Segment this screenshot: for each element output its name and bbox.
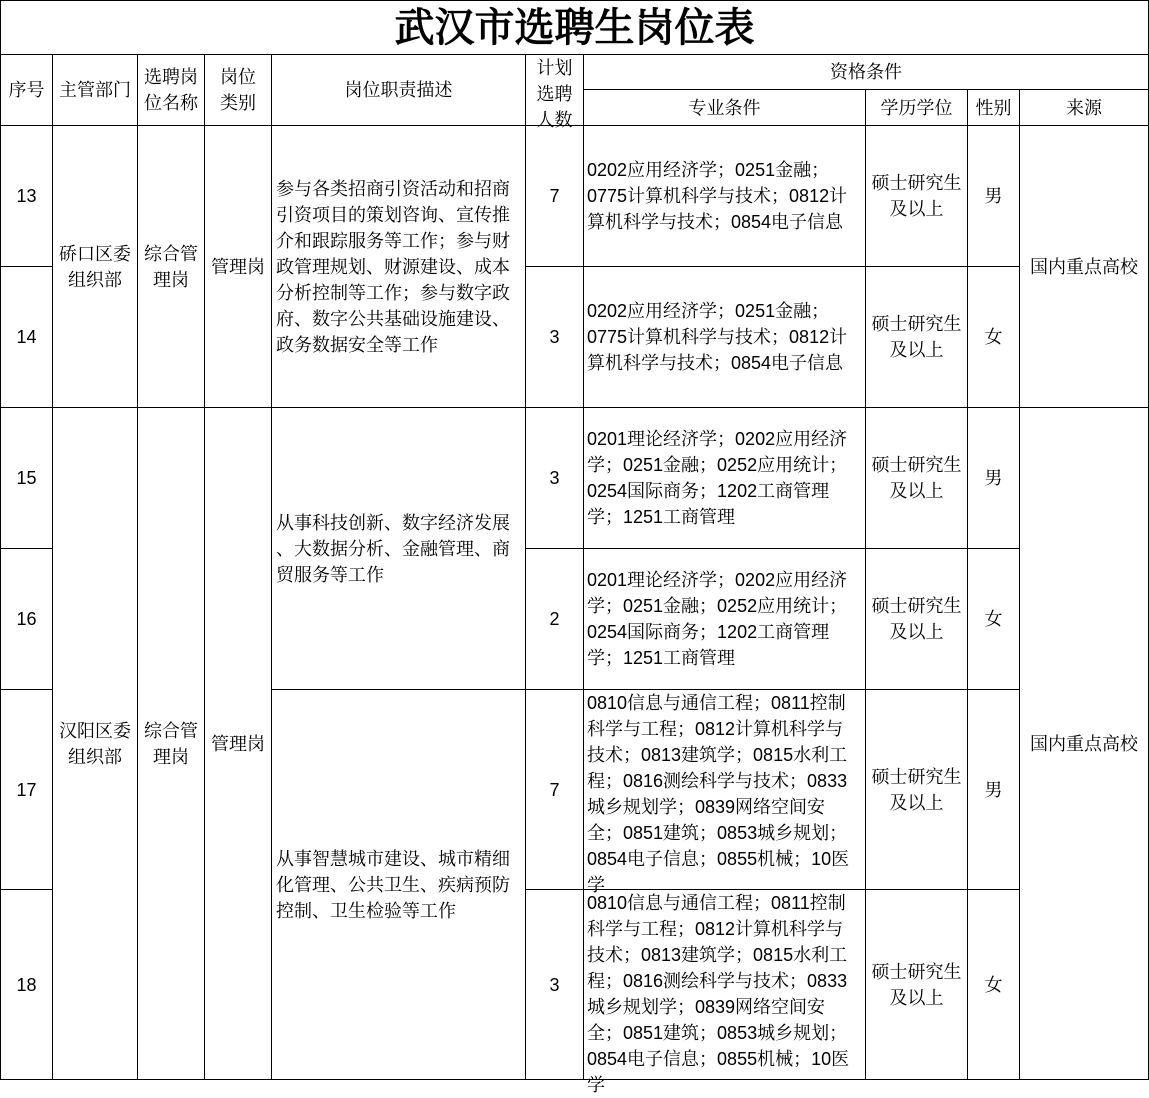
serial-cell: 13 [0,126,53,267]
planned-count-cell: 7 [526,126,584,267]
major-text: 0810信息与通信工程；0811控制科学与工程；0812计算机科学与技术；0813建筑学；0815水利工程；0816测绘科学与技术；0833城乡规划学；0839网络空间安全；0851建筑；0853城乡规划；0854电子信息；0855机械；10医学 [587,893,850,1095]
gender-cell: 男 [968,126,1020,267]
major-cell [584,267,866,408]
planned-count-cell: 3 [526,408,584,549]
serial-cell: 18 [0,890,53,1080]
position-name-cell: 综合管理岗 [138,126,205,408]
gender-cell: 女 [968,549,1020,690]
serial-cell: 15 [0,408,53,549]
position-category-cell: 管理岗 [205,126,272,408]
header-source: 来源 [1020,90,1149,126]
major-cell [584,549,866,690]
planned-count-cell: 2 [526,549,584,690]
degree-cell: 硕士研究生及以上 [866,267,968,408]
header-serial: 序号 [0,55,53,126]
department-cell: 汉阳区委组织部 [53,408,138,1080]
serial-cell: 16 [0,549,53,690]
serial-cell: 17 [0,690,53,890]
duties-text: 从事科技创新、数字经济发展、大数据分析、金融管理、商贸服务等工作 [276,512,510,585]
page-title: 武汉市选聘生岗位表 [0,0,1149,55]
duties-cell [272,690,526,1080]
department-cell: 硚口区委组织部 [53,126,138,408]
major-text: 0810信息与通信工程；0811控制科学与工程；0812计算机科学与技术；0813建筑学；0815水利工程；0816测绘科学与技术；0833城乡规划学；0839网络空间安全；0851建筑；0853城乡规划；0854电子信息；0855机械；10医学 [587,693,850,895]
header-major: 专业条件 [584,90,866,126]
planned-count-cell: 3 [526,267,584,408]
source-cell: 国内重点高校 [1020,408,1149,1080]
major-text: 0202应用经济学；0251金融；0775计算机科学与技术；0812计算机科学与技术；0854电子信息 [587,301,848,373]
major-text: 0201理论经济学；0202应用经济学；0251金融；0252应用统计；0254国际商务；1202工商管理学；1251工商管理 [587,570,848,668]
major-cell [584,408,866,549]
major-cell [584,890,866,1095]
source-cell: 国内重点高校 [1020,126,1149,408]
major-text: 0202应用经济学；0251金融；0775计算机科学与技术；0812计算机科学与技术；0854电子信息 [587,160,848,232]
duties-text: 参与各类招商引资活动和招商引资项目的策划咨询、宣传推介和跟踪服务等工作；参与财政管理规划、财源建设、成本分析控制等工作；参与数字政府、数字公共基础设施建设、政务数据安全等工作 [276,178,510,355]
duties-cell [272,408,526,690]
major-cell [584,690,866,895]
position-name-cell: 综合管理岗 [138,408,205,1080]
degree-cell: 硕士研究生及以上 [866,408,968,549]
duties-cell [272,126,526,408]
gender-cell: 男 [968,408,1020,549]
major-cell [584,126,866,267]
planned-count-cell: 3 [526,890,584,1080]
duties-text: 从事智慧城市建设、城市精细化管理、公共卫生、疾病预防控制、卫生检验等工作 [276,848,510,921]
degree-cell: 硕士研究生及以上 [866,890,968,1080]
header-position-name: 选聘岗位名称 [138,55,205,126]
header-planned-count: 计划选聘人数 [526,55,584,126]
position-category-cell: 管理岗 [205,408,272,1080]
header-degree: 学历学位 [866,90,968,126]
degree-cell: 硕士研究生及以上 [866,126,968,267]
gender-cell: 女 [968,890,1020,1080]
degree-cell: 硕士研究生及以上 [866,549,968,690]
major-text: 0201理论经济学；0202应用经济学；0251金融；0252应用统计；0254国际商务；1202工商管理学；1251工商管理 [587,429,848,527]
planned-count-cell: 7 [526,690,584,890]
header-position-category: 岗位类别 [205,55,272,126]
header-duties: 岗位职责描述 [272,55,526,126]
gender-cell: 女 [968,267,1020,408]
degree-cell: 硕士研究生及以上 [866,690,968,890]
header-qualifications: 资格条件 [584,55,1149,90]
serial-cell: 14 [0,267,53,408]
gender-cell: 男 [968,690,1020,890]
header-department: 主管部门 [53,55,138,126]
header-gender: 性别 [968,90,1020,126]
